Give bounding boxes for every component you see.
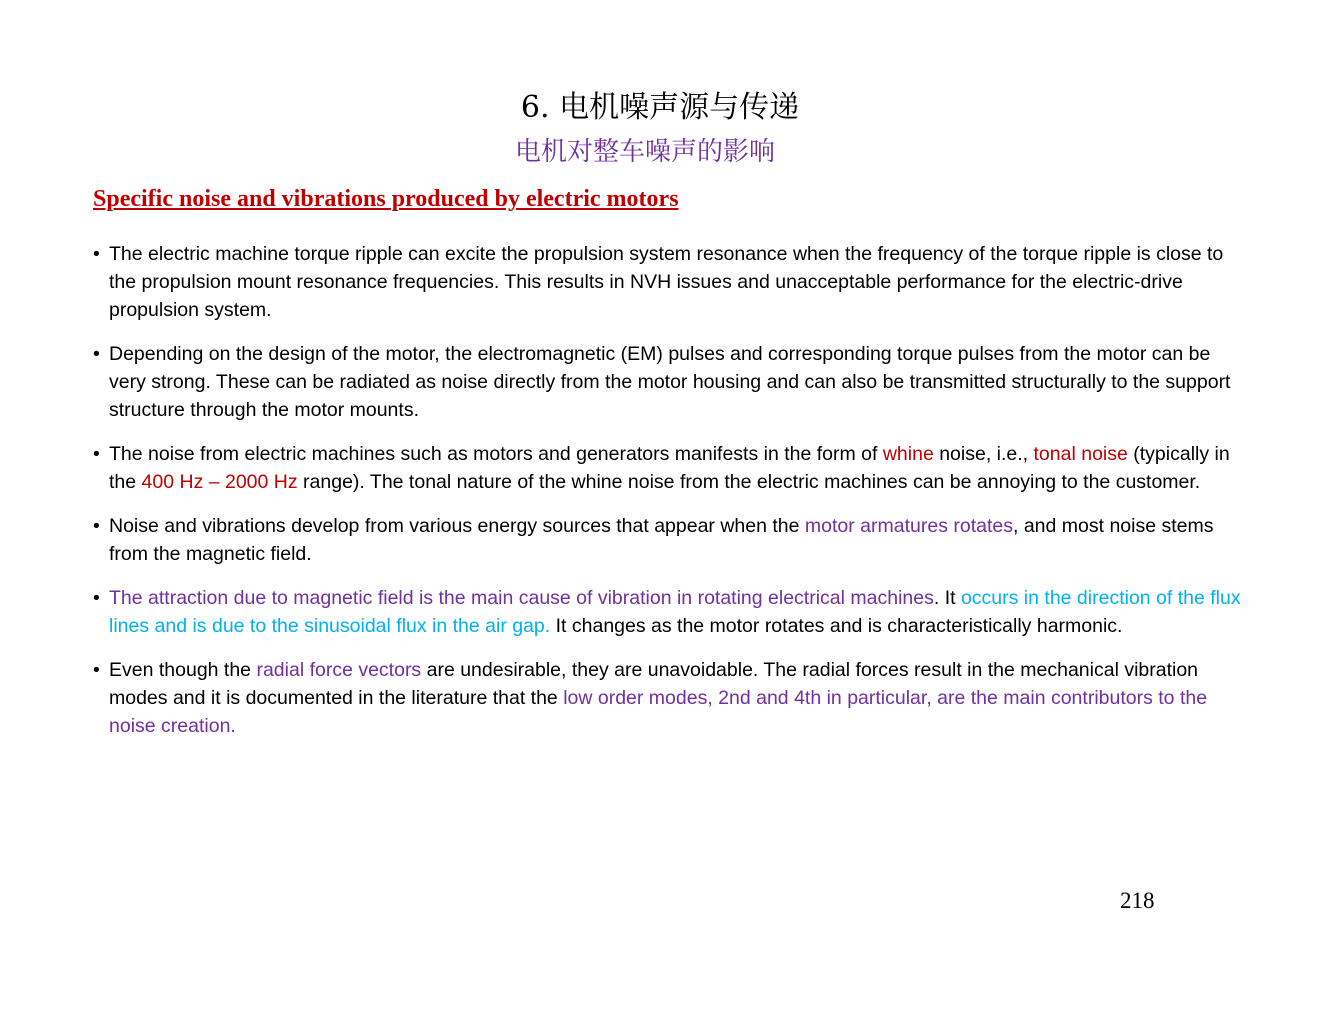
slide-subtitle: 电机对整车噪声的影响 [514, 137, 775, 167]
bullet-text: Noise and vibrations develop from various energy sources that appear when the [109, 515, 805, 537]
bullet-text: Even though the [109, 659, 257, 681]
bullet-whine-noise [93, 440, 1243, 496]
bullet-text: (typically in the [109, 443, 1230, 493]
highlight-attraction: The attraction due to magnetic field is the main cause of vibration in rotating electrical machines [109, 587, 934, 609]
bullet-text: The noise from electric machines such as motors and generators manifests in the form of [109, 443, 883, 465]
section-heading: Specific noise and vibrations produced by electric motors [93, 186, 679, 212]
highlight-flux-lines: occurs in the direction of the flux lines and is due to the sinusoidal flux in the air gap. [109, 587, 1241, 637]
highlight-armatures: motor armatures rotates [804, 515, 1013, 537]
bullet-torque-ripple [93, 240, 1243, 324]
bullet-em-pulses [93, 340, 1243, 424]
bullet-text: are undesirable, they are unavoidable. The radial forces result in the mechanical vibration modes and it is documented in the literature that the [109, 659, 1199, 709]
bullet-radial-forces [93, 656, 1243, 740]
page-number: 218 [1120, 888, 1155, 913]
highlight-whine: whine [882, 443, 934, 465]
slide-title: 6. 电机噪声源与传递 [520, 90, 800, 125]
bullet-magnetic-attraction [93, 584, 1243, 640]
highlight-frequency-range: 400 Hz – 2000 Hz [141, 471, 298, 493]
bullet-list [93, 240, 1243, 756]
bullet-text: , and most noise stems from the magnetic field. [109, 515, 1214, 565]
bullet-text: range). The tonal nature of the whine noise from the electric machines can be annoying to the customer. [297, 471, 1201, 493]
bullet-text: The electric machine torque ripple can excite the propulsion system resonance when the frequency of the torque ripple is close to the propulsion mount resonance frequencies. This results in NVH issues and unacceptable performance for the electric-drive propulsion system. [109, 243, 1224, 321]
bullet-text: . It [933, 587, 961, 609]
bullet-text: noise, i.e., [933, 443, 1034, 465]
highlight-low-order-modes: low order modes, 2nd and 4th in particular, are the main contributors to the noise creation. [109, 687, 1208, 737]
bullet-text: It changes as the motor rotates and is characteristically harmonic. [550, 615, 1123, 637]
highlight-tonal-noise: tonal noise [1033, 443, 1128, 465]
highlight-radial-force: radial force vectors [256, 659, 422, 681]
bullet-text: Depending on the design of the motor, the electromagnetic (EM) pulses and corresponding torque pulses from the motor can be very strong. These can be radiated as noise directly from the motor housing and can also be transmitted structurally to the support structure through the motor mounts. [109, 343, 1231, 421]
bullet-energy-sources [93, 512, 1243, 568]
